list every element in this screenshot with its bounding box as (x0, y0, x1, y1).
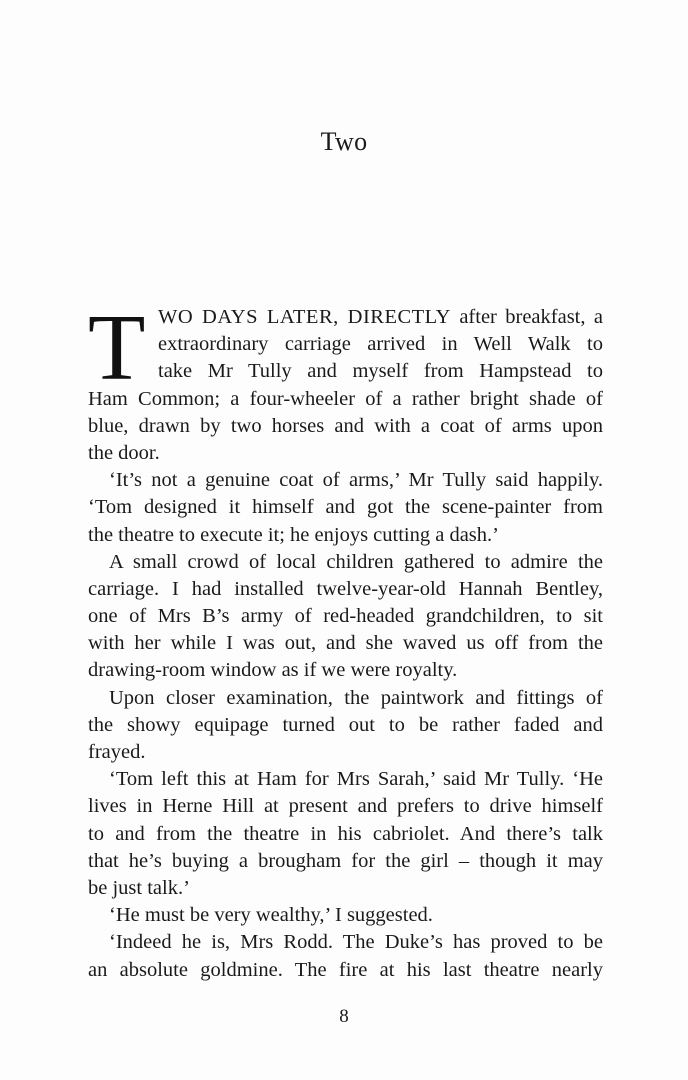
chapter-title: Two (320, 127, 368, 156)
text-line: Upon closer examination, the paintwork and fittings of (109, 686, 603, 709)
text-line: one of Mrs B’s army of red-headed grandchildren, to sit (88, 605, 603, 628)
text-line: the theatre to execute it; he enjoys cutting a dash.’ (88, 523, 499, 546)
text-line: ‘Tom designed it himself and got the scene-painter from (88, 496, 603, 519)
text-line: ‘It’s not a genuine coat of arms,’ Mr Tully said happily. (109, 469, 603, 492)
text-line: carriage. I had installed twelve-year-old Hannah Bentley, (88, 577, 603, 600)
text-line: be just talk.’ (88, 876, 190, 899)
page-number: 8 (339, 1006, 349, 1027)
text-line: with her while I was out, and she waved us off from the (88, 632, 603, 655)
text-line: lives in Herne Hill at present and prefers to drive himself (88, 795, 603, 818)
text-line: drawing-room window as if we were royalty. (88, 659, 458, 682)
text-line: extraordinary carriage arrived in Well Walk to (158, 333, 603, 356)
text-line (88, 304, 603, 331)
text-line: frayed. (88, 741, 146, 763)
body-text (88, 296, 603, 984)
text-line: to and from the theatre in his cabriolet. And there’s talk (88, 822, 603, 845)
text-line: ‘Tom left this at Ham for Mrs Sarah,’ said Mr Tully. ‘He (109, 768, 603, 791)
text-line: A small crowd of local children gathered to admire the (109, 550, 603, 573)
text-line: Ham Common; a four-wheeler of a rather bright shade of (88, 387, 603, 410)
drop-cap: T (88, 296, 146, 400)
text-line: that he’s buying a brougham for the girl – though it may (88, 849, 603, 872)
text-line: an absolute goldmine. The fire at his last theatre nearly (88, 958, 603, 981)
text-line: blue, drawn by two horses and with a coat of arms upon (88, 414, 603, 437)
text-line: the door. (88, 441, 160, 464)
text-line: ‘He must be very wealthy,’ I suggested. (109, 904, 433, 927)
opening-small-caps: WO DAYS LATER, DIRECTLY (158, 306, 451, 328)
text-line: ‘Indeed he is, Mrs Rodd. The Duke’s has proved to be (109, 931, 603, 954)
opening-line-rest: after breakfast, a (459, 306, 603, 328)
text-line: take Mr Tully and myself from Hampstead to (158, 360, 603, 383)
text-line: the showy equipage turned out to be rather faded and (88, 713, 603, 736)
